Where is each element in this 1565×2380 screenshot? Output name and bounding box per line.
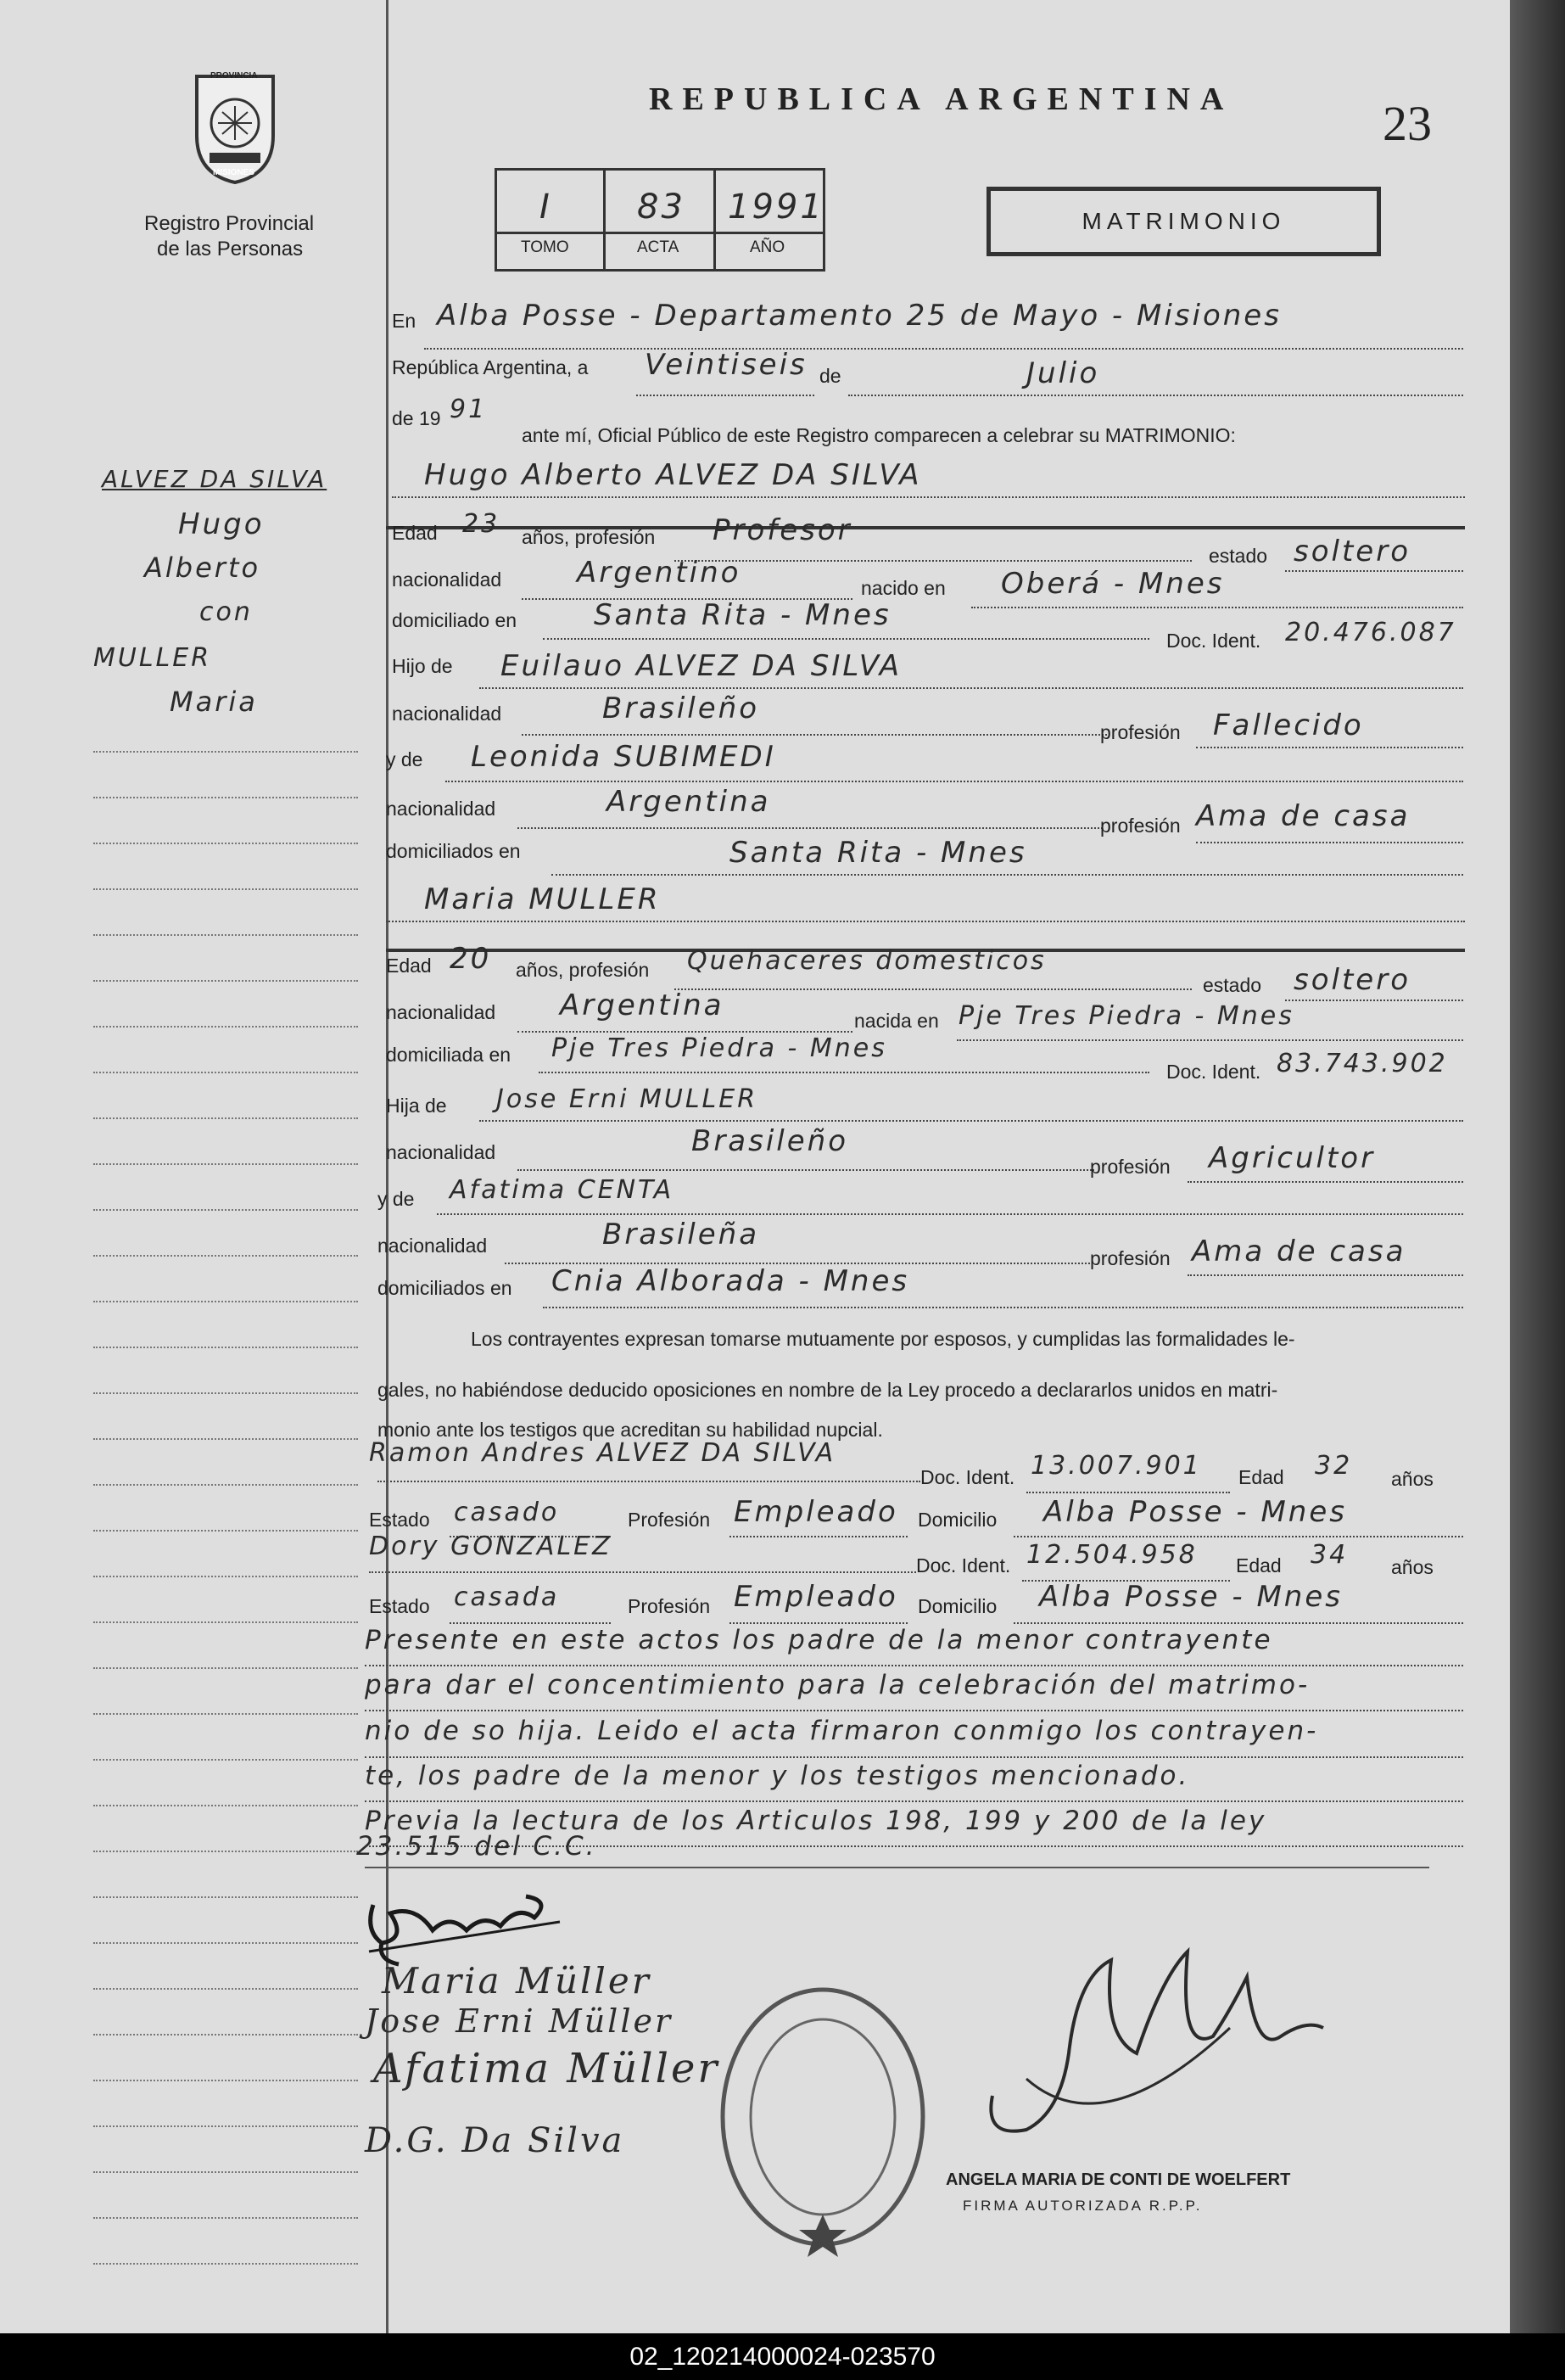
bride-mother-nationality: Brasileña [602,1218,760,1252]
groom-domicilio-label: domiciliado en [392,609,517,631]
witness1-name: Ramon Andres ALVEZ DA SILVA [369,1438,836,1468]
witness1-estado-label: Estado [369,1509,430,1531]
intro-month: Julio [1026,356,1100,390]
left-margin-column [0,0,388,2333]
signature-bride: Maria Müller [382,1960,651,2002]
bride-doc-label: Doc. Ident. [1166,1061,1261,1083]
bride-father-prof-label: profesión [1090,1156,1171,1178]
bride-father-nat-label: nacionalidad [386,1141,496,1163]
bride-profesion-label: años, profesión [516,959,650,981]
margin-ruled-line [93,1026,358,1028]
groom-nacido-label: nacido en [861,577,946,599]
margin-ruled-line [93,1209,358,1211]
bride-civil-status: soltero [1294,963,1411,997]
groom-name: Hugo Alberto ALVEZ DA SILVA [424,458,922,492]
intro-statement: ante mí, Oficial Público de este Registro comparecen a celebrar su MATRIMONIO: [522,424,1236,446]
groom-address: Santa Rita - Mnes [594,598,891,632]
witness2-edad-label: Edad [1236,1554,1282,1576]
image-id-footer: 02_120214000024-023570 [0,2333,1565,2380]
witness2-anos-label: años [1391,1556,1434,1578]
republic-label: República Argentina, a [392,356,589,378]
groom-nacionalidad-label: nacionalidad [392,568,502,591]
bride-father: Jose Erni MULLER [496,1084,758,1114]
groom-father-nationality: Brasileño [602,692,760,725]
margin-ruled-line [93,797,358,798]
bride-father-profession: Agricultor [1209,1141,1376,1175]
groom-father: Euilauo ALVEZ DA SILVA [500,649,903,683]
bride-domicilio-label: domiciliada en [386,1044,511,1066]
groom-hijo-label: Hijo de [392,655,453,677]
registry-stamp-icon [713,1977,933,2257]
official-role: FIRMA AUTORIZADA R.P.P. [963,2198,1203,2214]
witness1-doc: 13.007.901 [1031,1451,1202,1481]
bride-edad-label: Edad [386,955,432,977]
witness1-age: 32 [1315,1451,1353,1481]
margin-note-line4: con [199,597,253,627]
margin-ruled-line [93,1163,358,1165]
margin-note-line6: Maria [170,686,258,718]
groom-doc: 20.476.087 [1285,618,1456,647]
witness2-civil-status: casada [454,1582,560,1612]
page-number: 23 [1383,96,1432,151]
intro-place: Alba Posse - Departamento 25 de Mayo - Misiones [437,299,1282,333]
groom-parents-address: Santa Rita - Mnes [729,836,1027,870]
signature-bride-mother: Afatima Müller [373,2045,720,2092]
margin-ruled-line [93,1301,358,1302]
acta-value: 83 [637,188,685,227]
witness1-address: Alba Posse - Mnes [1043,1495,1347,1529]
margin-note-line2: Hugo [178,507,265,541]
bride-nacionalidad-label: nacionalidad [386,1001,496,1023]
margin-ruled-line [93,1896,358,1898]
witness2-doc-label: Doc. Ident. [916,1554,1011,1576]
margin-ruled-line [93,980,358,982]
notes-line4: te, los padre de la menor y los testigos mencionado. [365,1761,1190,1791]
groom-nationality: Argentino [577,556,741,590]
margin-ruled-line [93,1392,358,1394]
margin-note-line3: Alberto [144,552,261,584]
seal-top-text: PROVINCIA [210,71,258,81]
margin-ruled-line [93,843,358,844]
country-heading: REPUBLICA ARGENTINA [649,81,1234,117]
margin-ruled-line [93,751,358,753]
margin-ruled-line [93,1667,358,1669]
witness2-name: Dory GONZALEZ [369,1532,612,1561]
margin-ruled-line [93,1347,358,1348]
acta-label: ACTA [637,238,679,256]
witness2-profesion-label: Profesión [628,1595,711,1617]
declaration-line2: gales, no habiéndose deducido oposiciones en nombre de la Ley procedo a declararlos unidos en matri- [377,1379,1278,1401]
margin-ruled-line [93,1805,358,1806]
signature-witness: D.G. Da Silva [365,2121,625,2160]
bride-address: Pje Tres Piedra - Mnes [551,1033,887,1063]
groom-parents-dom-label: domiciliados en [386,840,521,862]
bride-parents-address: Cnia Alborada - Mnes [551,1264,910,1298]
groom-profesion-label: años, profesión [522,526,656,548]
signature-groom [356,1879,577,1973]
record-type-box [987,187,1381,256]
groom-profession: Profesor [713,513,852,547]
witness2-domicilio-label: Domicilio [918,1595,998,1617]
groom-edad-label: Edad [392,522,438,544]
tomo-label: TOMO [521,238,569,256]
signature-official [975,1926,1332,2164]
margin-ruled-line [93,2171,358,2173]
bride-nationality: Argentina [560,988,724,1022]
de-label: de [819,365,841,387]
record-type-label: MATRIMONIO [1082,208,1286,234]
groom-mother: Leonida SUBIMEDI [471,740,776,774]
witness1-civil-status: casado [454,1498,560,1527]
margin-ruled-line [93,1530,358,1532]
margin-ruled-line [93,2080,358,2081]
official-name: ANGELA MARIA DE CONTI DE WOELFERT [946,2170,1291,2189]
bride-father-nationality: Brasileño [691,1124,849,1158]
witness1-profession: Empleado [734,1495,898,1529]
notes-line2: para dar el concentimiento para la celebración del matrimo- [365,1670,1311,1700]
de19-label: de 19 [392,407,441,429]
bride-mother-prof-label: profesión [1090,1247,1171,1269]
witness2-age: 34 [1311,1540,1349,1570]
margin-ruled-line [93,1438,358,1440]
groom-birthplace: Oberá - Mnes [1001,567,1225,601]
intro-year: 91 [450,395,488,424]
margin-ruled-line [93,1942,358,1944]
bride-yde-label: y de [377,1188,415,1210]
witness1-edad-label: Edad [1238,1466,1284,1488]
witness2-address: Alba Posse - Mnes [1039,1580,1343,1614]
margin-ruled-line [93,2034,358,2036]
witness2-profession: Empleado [734,1580,898,1614]
margin-ruled-line [93,888,358,890]
margin-ruled-line [93,1988,358,1990]
margin-ruled-line [93,1759,358,1761]
groom-father-profession: Fallecido [1213,708,1364,742]
margin-note-line5: MULLER [93,643,212,673]
anio-label: AÑO [750,238,785,256]
bride-parents-dom-label: domiciliados en [377,1277,512,1299]
bride-estado-label: estado [1203,974,1262,996]
groom-father-prof-label: profesión [1100,721,1181,743]
margin-ruled-line [93,1484,358,1486]
groom-mother-profession: Ama de casa [1196,799,1411,833]
bride-nacida-label: nacida en [854,1010,939,1032]
tomo-value: I [539,188,552,227]
record-ref-table [495,168,825,272]
margin-ruled-line [93,1576,358,1577]
groom-mother-nat-label: nacionalidad [386,798,496,820]
margin-ruled-line [93,1621,358,1623]
anio-value: 1991 [728,188,824,227]
margin-ruled-line [93,2263,358,2265]
declaration-line1: Los contrayentes expresan tomarse mutuamente por esposos, y cumplidas las formalidades le- [471,1328,1295,1350]
bride-mother: Afatima CENTA [450,1175,674,1205]
groom-civil-status: soltero [1294,535,1411,568]
notes-line1: Presente en este actos los padre de la menor contrayente [365,1625,1273,1655]
bride-profession: Quehaceres domesticos [687,946,1047,976]
bride-mother-profession: Ama de casa [1192,1235,1406,1268]
registry-name-line2: de las Personas [157,238,304,260]
en-label: En [392,310,416,332]
notes-line6: 23.515 del C.C. [356,1831,597,1862]
groom-doc-label: Doc. Ident. [1166,630,1261,652]
groom-mother-prof-label: profesión [1100,815,1181,837]
margin-note-line1: ALVEZ DA SILVA [102,465,327,493]
witness1-doc-label: Doc. Ident. [920,1466,1015,1488]
declaration-line3: monio ante los testigos que acreditan su habilidad nupcial. [377,1419,883,1441]
bride-birthplace: Pje Tres Piedra - Mnes [959,1001,1294,1031]
bride-doc: 83.743.902 [1277,1049,1448,1078]
seal-bottom-text: MISIONES [213,168,254,177]
groom-mother-nationality: Argentina [606,785,771,819]
margin-ruled-line [93,2217,358,2219]
bride-mother-nat-label: nacionalidad [377,1235,488,1257]
registry-name-line1: Registro Provincial [144,212,315,235]
margin-ruled-line [93,1851,358,1852]
groom-estado-label: estado [1209,545,1268,567]
intro-day: Veintiseis [645,348,808,382]
groom-yde-label: y de [386,748,423,770]
page-edge-shadow [1510,0,1565,2333]
witness1-domicilio-label: Domicilio [918,1509,998,1531]
bride-age: 20 [450,942,492,976]
margin-ruled-line [93,1117,358,1119]
margin-ruled-line [93,1713,358,1715]
notes-line3: nio de so hija. Leido el acta firmaron conmigo los contrayen- [365,1716,1319,1746]
witness2-estado-label: Estado [369,1595,430,1617]
witness2-doc: 12.504.958 [1026,1540,1198,1570]
signature-bride-father: Jose Erni Müller [365,2002,674,2040]
groom-age: 23 [462,509,500,539]
margin-ruled-line [93,1072,358,1073]
margin-ruled-line [93,2125,358,2127]
bride-name: Maria MULLER [424,882,661,916]
groom-father-nat-label: nacionalidad [392,703,502,725]
witness1-profesion-label: Profesión [628,1509,711,1531]
witness1-anos-label: años [1391,1468,1434,1490]
margin-ruled-line [93,934,358,936]
notes-line5: Previa la lectura de los Articulos 198, 199 y 200 de la ley [365,1806,1267,1836]
bride-hija-label: Hija de [386,1095,447,1117]
margin-ruled-line [93,1255,358,1257]
